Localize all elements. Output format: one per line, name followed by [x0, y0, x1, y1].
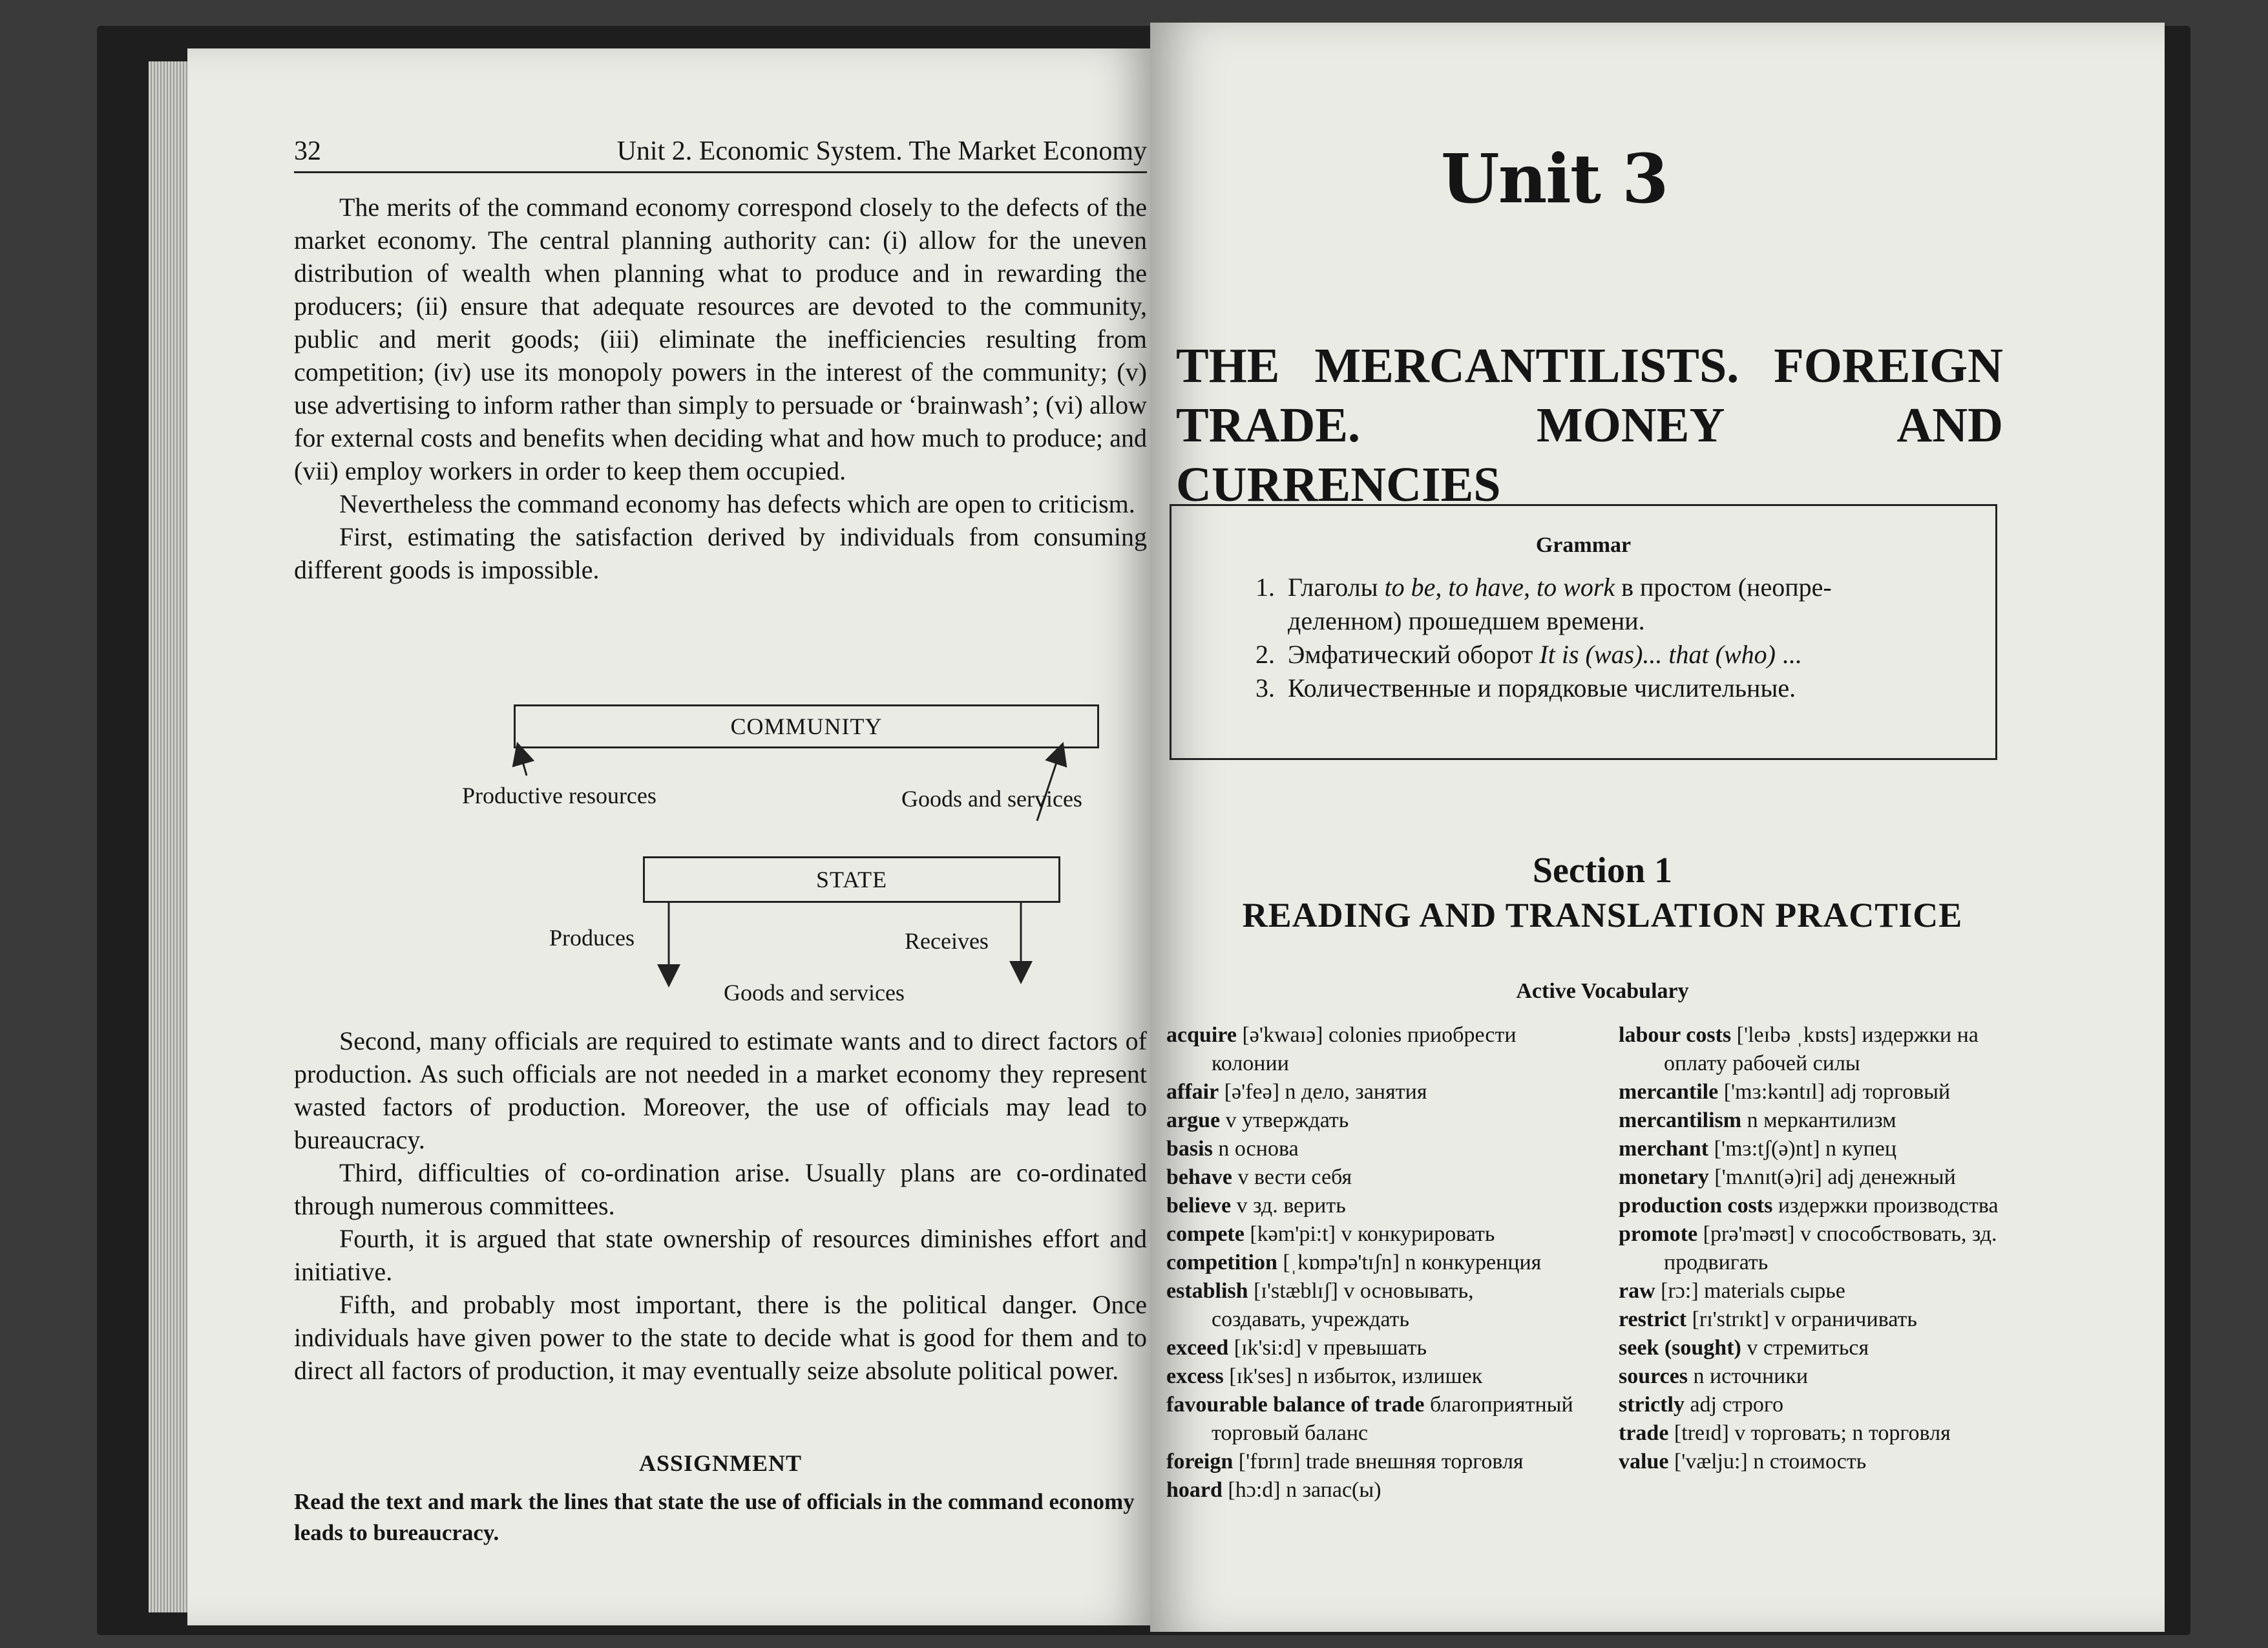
grammar-title: Grammar: [1535, 533, 1632, 557]
vocab-definition: [ɪk'si:d] v превышать: [1228, 1336, 1427, 1360]
vocab-entry: [1619, 1135, 2039, 1163]
vocab-entry: [1166, 1163, 1573, 1192]
vocab-entry: [1166, 1192, 1573, 1220]
vocab-definition: ['vælju:] n стоимость: [1668, 1450, 1867, 1474]
vocabulary-column-right: [1619, 1021, 2039, 1476]
title-line: TRADE. MONEY AND CURRENCIES: [1176, 398, 2003, 512]
vocab-definition: ['fɒrɪn] trade внешняя торговля: [1233, 1450, 1524, 1474]
vocab-entry: [1166, 1476, 1573, 1505]
vocab-word: compete: [1166, 1222, 1244, 1246]
label-goods-services-top: Goods and services: [901, 786, 1082, 812]
paragraph: First, estimating the satisfaction derived by individuals from consuming different goods is impossible.: [294, 522, 1147, 584]
vocab-word: affair: [1166, 1080, 1219, 1104]
vocab-definition: v зд. верить: [1231, 1194, 1346, 1218]
vocab-entry: [1166, 1249, 1573, 1277]
vocab-word: competition: [1166, 1251, 1277, 1274]
section-title: Section 1: [1532, 850, 1673, 891]
vocab-entry: [1166, 1362, 1573, 1391]
vocab-definition: благоприятный торговый баланс: [1212, 1393, 1573, 1445]
vocab-entry: [1619, 1305, 2039, 1334]
vocab-entry: [1166, 1391, 1573, 1448]
vocab-definition: v утверждать: [1220, 1108, 1349, 1132]
vocab-definition: ['mʌnɪt(ə)ri] adj денежный: [1708, 1165, 1956, 1189]
body-text-bottom: [294, 1024, 1147, 1387]
vocab-word: production costs: [1619, 1194, 1773, 1218]
vocab-entry: [1619, 1220, 2039, 1277]
grammar-box: [1170, 504, 1997, 760]
vocab-entry: [1619, 1391, 2039, 1419]
vocab-entry: [1619, 1448, 2039, 1476]
vocab-entry: [1166, 1021, 1573, 1078]
unit-title: Unit 3: [1441, 139, 1668, 218]
vocab-word: exceed: [1166, 1336, 1229, 1360]
vocab-word: behave: [1166, 1165, 1232, 1189]
item-text: деленном) прошедшем времени.: [1288, 606, 1645, 635]
vocab-word: trade: [1619, 1421, 1669, 1445]
vocab-definition: ['mɜ:kəntɪl] adj торговый: [1718, 1080, 1951, 1104]
vocab-entry: [1619, 1192, 2039, 1220]
page-number: 32: [294, 136, 321, 166]
vocab-entry: [1166, 1135, 1573, 1163]
page-edges: [149, 61, 187, 1612]
arrow-to-community: [520, 753, 527, 776]
grammar-item: [1255, 671, 1953, 705]
vocabulary-title: Active Vocabulary: [1516, 979, 1689, 1003]
vocab-definition: [rɪ'strɪkt] v ограничивать: [1686, 1307, 1917, 1331]
vocab-entry: [1166, 1448, 1573, 1476]
vocab-entry: [1619, 1021, 2039, 1078]
vocab-word: hoard: [1166, 1478, 1223, 1502]
label-produces: Produces: [549, 925, 635, 951]
vocab-entry: [1619, 1078, 2039, 1106]
vocab-word: merchant: [1619, 1137, 1709, 1161]
vocab-word: sources: [1619, 1364, 1688, 1388]
vocab-definition: издержки производства: [1772, 1194, 1999, 1218]
vocab-definition: [ˌkɒmpə'tɪʃn] n конкуренция: [1277, 1251, 1542, 1274]
body-text-top: [294, 191, 1147, 586]
page-header: [294, 132, 1147, 173]
vocab-entry: [1619, 1419, 2039, 1448]
vocab-definition: [ɪ'stæblɪʃ] v основывать, создавать, учреждать: [1212, 1279, 1474, 1331]
vocab-entry: [1619, 1163, 2039, 1192]
item-italic: to be, to have, to work: [1384, 573, 1615, 602]
vocab-word: value: [1619, 1450, 1669, 1474]
paragraph: The merits of the command economy correspond closely to the defects of the market economy. The central planning authority can: (i) allow for the uneven distribution of wealth when planning what to produce and in rewarding the producers; (ii) ensure that adequate resources are devoted to the community, public and merit goods; (iii) eliminate the inefficiencies resulting from competition; (iv) use its monopoly powers in the interest of the community; (v) use advertising to inform rather than simply to persuade or ‘brainwash’; (vi) allow for external costs and benefits when deciding what and how much to produce; and (vii) employ workers in order to keep them occupied.: [294, 193, 1147, 485]
vocab-definition: ['leɪbə ˌkɒsts] издержки на оплату рабочей силы: [1664, 1023, 1979, 1075]
title-line: THE MERCANTILISTS. FOREIGN: [1176, 339, 2003, 393]
right-page: [1150, 23, 2165, 1632]
vocab-definition: [hɔ:d] n запас(ы): [1222, 1478, 1381, 1502]
item-text: Количественные и порядковые числительные.: [1288, 673, 1796, 703]
vocab-entry: [1619, 1106, 2039, 1135]
vocab-entry: [1166, 1106, 1573, 1135]
vocab-word: promote: [1619, 1222, 1698, 1246]
vocab-definition: [rɔ:] materials сырье: [1655, 1279, 1845, 1303]
item-text: ...: [1775, 640, 1801, 669]
vocab-definition: [ə'feə] n дело, занятия: [1219, 1080, 1427, 1104]
vocab-word: raw: [1619, 1279, 1655, 1303]
community-box: COMMUNITY: [514, 704, 1099, 748]
vocab-definition: [ɪk'ses] n избыток, излишек: [1223, 1364, 1483, 1388]
vocab-word: monetary: [1619, 1165, 1709, 1189]
state-box: STATE: [643, 856, 1060, 903]
vocab-definition: v вести себя: [1232, 1165, 1352, 1189]
vocab-definition: n источники: [1688, 1364, 1809, 1388]
vocab-word: restrict: [1619, 1307, 1687, 1331]
vocab-entry: [1166, 1220, 1573, 1249]
label-goods-services-bottom: Goods and services: [724, 980, 905, 1006]
vocab-word: labour costs: [1619, 1023, 1732, 1047]
vocab-word: believe: [1166, 1194, 1232, 1218]
vocab-word: favourable balance of trade: [1166, 1393, 1425, 1417]
vocab-word: excess: [1166, 1364, 1224, 1388]
vocab-word: foreign: [1166, 1450, 1234, 1474]
item-text: Глаголы: [1288, 573, 1385, 602]
left-page: [187, 48, 1150, 1625]
vocab-word: argue: [1166, 1108, 1221, 1132]
vocab-definition: adj строго: [1684, 1393, 1783, 1417]
main-title: [1176, 336, 2003, 514]
assignment-title: ASSIGNMENT: [638, 1450, 803, 1476]
vocabulary-column-left: [1166, 1021, 1573, 1505]
economy-diagram: [300, 646, 1166, 1015]
vocab-definition: n меркантилизм: [1741, 1108, 1896, 1132]
vocab-definition: n основа: [1212, 1137, 1299, 1161]
vocab-word: acquire: [1166, 1023, 1237, 1047]
item-number: 3.: [1255, 673, 1275, 703]
grammar-item: [1255, 571, 1953, 638]
vocab-definition: [treɪd] v торговать; n торговля: [1668, 1421, 1951, 1445]
item-text: в простом (неопре-: [1615, 573, 1832, 602]
paragraph: Second, many officials are required to estimate wants and to direct factors of production. As such officials are not needed in a market economy they represent wasted factors of production. Moreover, the use of officials may lead to bureaucracy.: [294, 1026, 1147, 1154]
vocab-entry: [1166, 1277, 1573, 1334]
vocab-word: mercantilism: [1619, 1108, 1742, 1132]
vocab-word: strictly: [1619, 1393, 1685, 1417]
diagram-arrows: [300, 646, 1166, 1015]
paragraph: Fifth, and probably most important, there is the political danger. Once individuals have given power to the state to decide what is good for them and to direct all factors of production, it may eventually seize absolute political power.: [294, 1290, 1147, 1385]
section-subtitle: READING AND TRANSLATION PRACTICE: [1242, 896, 1963, 935]
paragraph: Third, difficulties of co-ordination arise. Usually plans are co-ordinated through numerous committees.: [294, 1158, 1147, 1220]
vocab-definition: ['mɜ:tʃ(ə)nt] n купец: [1708, 1137, 1897, 1161]
item-number: 1.: [1255, 573, 1275, 602]
assignment-text: Read the text and mark the lines that state the use of officials in the command economy leads to bureaucracy.: [294, 1489, 1135, 1545]
vocab-word: basis: [1166, 1137, 1213, 1161]
vocab-entry: [1619, 1362, 2039, 1391]
item-italic: It is (was)... that (who): [1539, 640, 1776, 669]
vocab-definition: v стремиться: [1741, 1336, 1869, 1360]
vocab-entry: [1166, 1078, 1573, 1106]
vocab-word: mercantile: [1619, 1080, 1719, 1104]
grammar-list: [1255, 571, 1953, 705]
vocab-word: establish: [1166, 1279, 1248, 1303]
paragraph: Nevertheless the command economy has defects which are open to criticism.: [339, 489, 1135, 518]
vocab-definition: [kəm'pi:t] v конкурировать: [1244, 1222, 1495, 1246]
paragraph: Fourth, it is argued that state ownership of resources diminishes effort and initiative.: [294, 1224, 1147, 1286]
label-productive-resources: Productive resources: [462, 783, 656, 808]
vocab-definition: [prə'məʊt] v способствовать, зд. продвигать: [1664, 1222, 1997, 1274]
item-number: 2.: [1255, 640, 1275, 669]
item-text: Эмфатический оборот: [1288, 640, 1540, 669]
vocab-word: seek (sought): [1619, 1336, 1741, 1360]
vocab-entry: [1619, 1277, 2039, 1305]
running-title: Unit 2. Economic System. The Market Economy: [616, 136, 1147, 166]
grammar-item: [1255, 638, 1953, 671]
vocab-entry: [1619, 1334, 2039, 1362]
vocab-definition: [ə'kwaɪə] colonies приобрести колонии: [1212, 1023, 1517, 1075]
vocab-entry: [1166, 1334, 1573, 1362]
label-receives: Receives: [905, 928, 989, 954]
